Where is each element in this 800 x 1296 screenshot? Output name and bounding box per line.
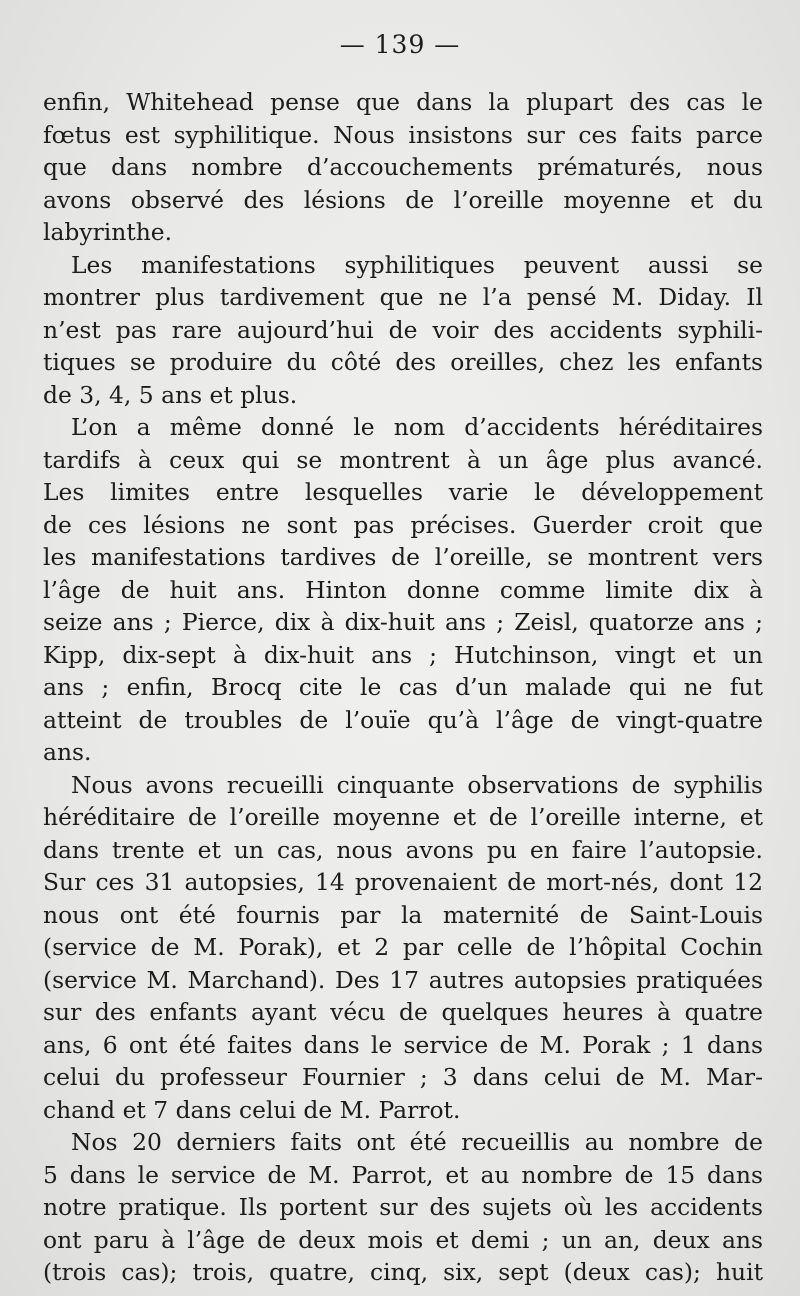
text-line: ans.: [43, 738, 92, 766]
text-line: 5 dans le service de M. Parrot, et au nombre de 15 dans: [43, 1160, 763, 1189]
text-line: chand et 7 dans celui de M. Parrot.: [43, 1095, 461, 1124]
text-line: labyrinthe.: [43, 218, 173, 246]
text-line: montrer plus tardivement que ne l’a pensé M. Diday. Il: [43, 283, 763, 311]
text-line: Nous avons recueilli cinquante observations de syphilis: [71, 770, 763, 799]
text-line: dans trente et un cas, nous avons pu en faire l’autopsie.: [43, 835, 763, 864]
text-line: (trois cas); trois, quatre, cinq, six, sept (deux cas); huit: [43, 1258, 763, 1286]
text-line: ans, 6 ont été faites dans le service de M. Porak ; 1 dans: [43, 1030, 763, 1059]
text-line: celui du professeur Fournier ; 3 dans celui de M. Mar-: [43, 1063, 763, 1091]
text-line: avons observé des lésions de l’oreille moyenne et du: [43, 185, 763, 214]
text-line: que dans nombre d’accouchements prématurés, nous: [43, 153, 763, 181]
text-line: tardifs à ceux qui se montrent à un âge plus avancé.: [43, 445, 763, 474]
text-line: nous ont été fournis par la maternité de Saint-Louis: [43, 900, 763, 929]
text-line: L’on a même donné le nom d’accidents héréditaires: [71, 413, 763, 441]
text-line: Nos 20 derniers faits ont été recueillis au nombre de: [71, 1128, 763, 1156]
text-line: enfin, Whitehead pense que dans la plupart des cas le: [43, 88, 763, 116]
text-line: l’âge de huit ans. Hinton donne comme limite dix à: [43, 575, 763, 604]
text-line: ont paru à l’âge de deux mois et demi ; un an, deux ans: [43, 1225, 763, 1254]
text-line: n’est pas rare aujourd’hui de voir des accidents syphili-: [43, 315, 763, 344]
page-body-text: [43, 86, 763, 1289]
text-line: ans ; enfin, Brocq cite le cas d’un malade qui ne fut: [43, 673, 763, 701]
text-line: Kipp, dix-sept à dix-huit ans ; Hutchinson, vingt et un: [43, 640, 763, 669]
text-line: tiques se produire du côté des oreilles, chez les enfants: [43, 348, 763, 376]
text-line: atteint de troubles de l’ouïe qu’à l’âge de vingt-quatre: [43, 705, 763, 734]
text-line: de 3, 4, 5 ans et plus.: [43, 380, 298, 409]
text-line: Les limites entre lesquelles varie le développement: [43, 478, 763, 506]
text-line: (service M. Marchand). Des 17 autres autopsies pratiquées: [43, 965, 763, 994]
text-line: les manifestations tardives de l’oreille, se montrent vers: [43, 543, 763, 571]
text-line: fœtus est syphilitique. Nous insistons sur ces faits parce: [43, 120, 763, 149]
text-line: seize ans ; Pierce, dix à dix-huit ans ; Zeisl, quatorze ans ;: [43, 608, 763, 636]
text-line: Les manifestations syphilitiques peuvent aussi se: [71, 250, 763, 279]
text-line: sur des enfants ayant vécu de quelques heures à quatre: [43, 998, 763, 1026]
text-line: héréditaire de l’oreille moyenne et de l’oreille interne, et: [43, 803, 763, 831]
text-line: notre pratique. Ils portent sur des sujets où les accidents: [43, 1193, 763, 1221]
text-line: de ces lésions ne sont pas précises. Guerder croit que: [43, 510, 763, 539]
page-number: — 139 —: [339, 30, 461, 59]
text-line: Sur ces 31 autopsies, 14 provenaient de mort-nés, dont 12: [43, 868, 763, 896]
text-line: (service de M. Porak), et 2 par celle de l’hôpital Cochin: [43, 933, 763, 961]
